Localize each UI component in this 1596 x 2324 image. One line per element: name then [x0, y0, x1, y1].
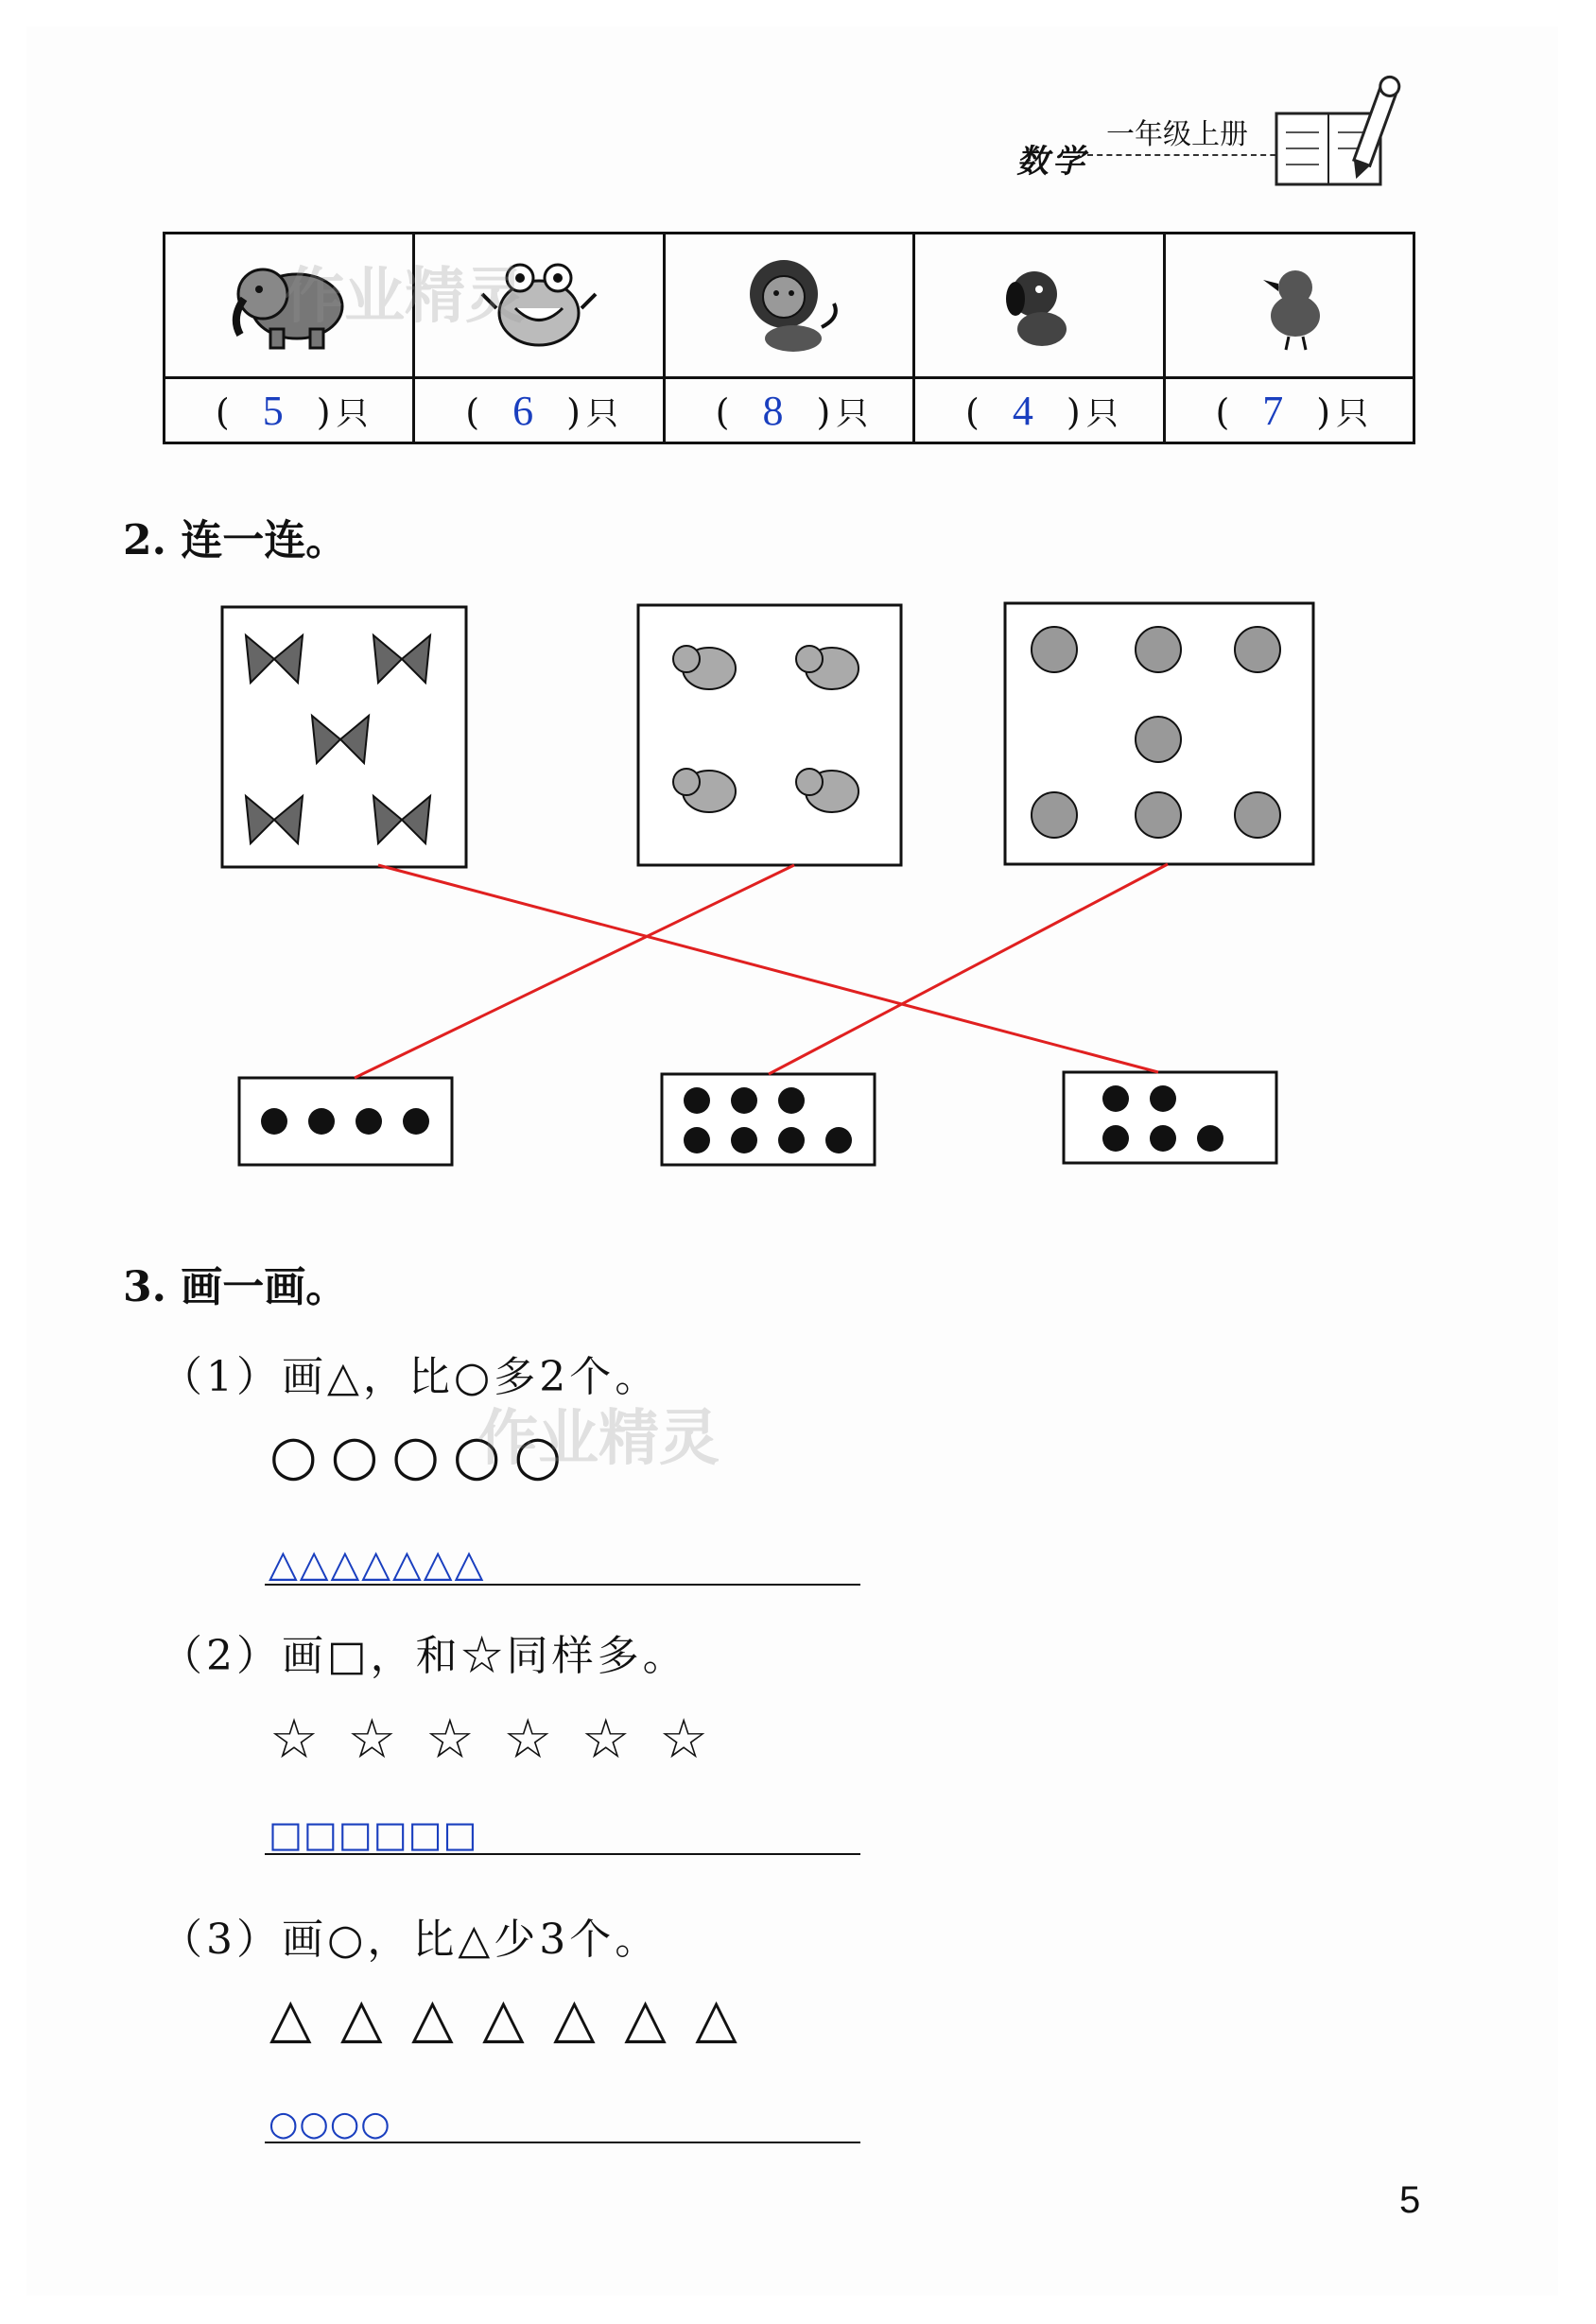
match-line: [355, 865, 794, 1078]
notebook-pencil-icon: [1272, 71, 1414, 194]
q3-part2-stars: ☆ ☆ ☆ ☆ ☆ ☆: [269, 1707, 715, 1771]
monkey-icon: [1032, 627, 1077, 672]
monkey-box: [1005, 603, 1313, 864]
close-paren: ): [816, 390, 831, 433]
answer-cell: [914, 378, 1164, 443]
match-line: [769, 864, 1168, 1074]
watermark: 作业精灵: [477, 1404, 720, 1474]
unit-label: 只: [336, 394, 369, 433]
q3-part1-circles: ○○○○○: [269, 1423, 576, 1487]
lion-icon: [732, 251, 845, 356]
answer-value: 4: [1012, 387, 1033, 434]
answer-cell: [664, 378, 913, 443]
chick-cell: [1164, 234, 1414, 378]
q3-part2-answer: □□□□□□: [269, 1813, 478, 1855]
unit-label: 只: [585, 394, 618, 433]
lion-cell: [664, 234, 913, 378]
q3-part3-triangles: △ △ △ △ △ △ △: [269, 1986, 743, 2050]
close-paren: ): [566, 390, 581, 433]
q3-part3-prompt: （3）画○，比△少3个。: [161, 1916, 661, 1964]
unit-label: 只: [836, 394, 869, 433]
close-paren: ): [1066, 390, 1081, 433]
q3-part1-answer: △△△△△△△: [269, 1542, 486, 1586]
q3-part3-answer-line: [265, 2085, 860, 2143]
q3-part1-answer-line: [265, 1527, 860, 1586]
dog-cell: [914, 234, 1164, 378]
q3-title: 3. 画一画。: [123, 1263, 348, 1311]
answer-cell: [414, 378, 664, 443]
monkey-icon: [1136, 717, 1181, 762]
grade-label: 一年级上册: [1106, 118, 1248, 151]
page-number: 5: [1399, 2179, 1421, 2221]
unit-label: 只: [1085, 394, 1119, 433]
monkey-icon: [1032, 792, 1077, 838]
open-paren: (: [465, 390, 480, 433]
monkey-icon: [1235, 627, 1280, 672]
bird-box: [638, 605, 901, 865]
close-paren: ): [316, 390, 331, 433]
watermark: 作业精灵: [284, 262, 526, 332]
match-line: [378, 865, 1158, 1072]
q2-title: 2. 连一连。: [123, 516, 348, 564]
open-paren: (: [715, 390, 730, 433]
open-paren: (: [215, 390, 230, 433]
close-paren: ): [1316, 390, 1331, 433]
q3-part3-answer: ○○○○: [269, 2105, 391, 2143]
answer-cell: [1164, 378, 1414, 443]
q3-part1-prompt: （1）画△，比○多2个。: [161, 1353, 661, 1401]
answer-value: 6: [512, 387, 534, 434]
answer-value: 8: [762, 387, 784, 434]
q3-part2-prompt: （2）画□，和☆同样多。: [161, 1632, 688, 1680]
dot-box-5: [1064, 1072, 1276, 1163]
page-header: [1016, 90, 1414, 194]
unit-label: 只: [1336, 394, 1369, 433]
q3-part2-answer-line: [265, 1796, 860, 1855]
dot-box-4: [239, 1078, 452, 1165]
open-paren: (: [1215, 390, 1230, 433]
monkey-icon: [1235, 792, 1280, 838]
chick-icon: [1237, 251, 1341, 356]
monkey-icon: [1136, 627, 1181, 672]
match-lines: [355, 864, 1168, 1078]
open-paren: (: [965, 390, 980, 433]
answer-value: 5: [262, 387, 284, 434]
dot-box-7: [662, 1074, 875, 1165]
matching-area: [203, 579, 1330, 1184]
butterfly-box: [222, 607, 466, 867]
monkey-icon: [1136, 792, 1181, 838]
answer-value: 7: [1262, 387, 1284, 434]
dog-icon: [987, 251, 1091, 356]
answer-cell: [165, 378, 414, 443]
subject-label: 数学: [1016, 143, 1088, 181]
